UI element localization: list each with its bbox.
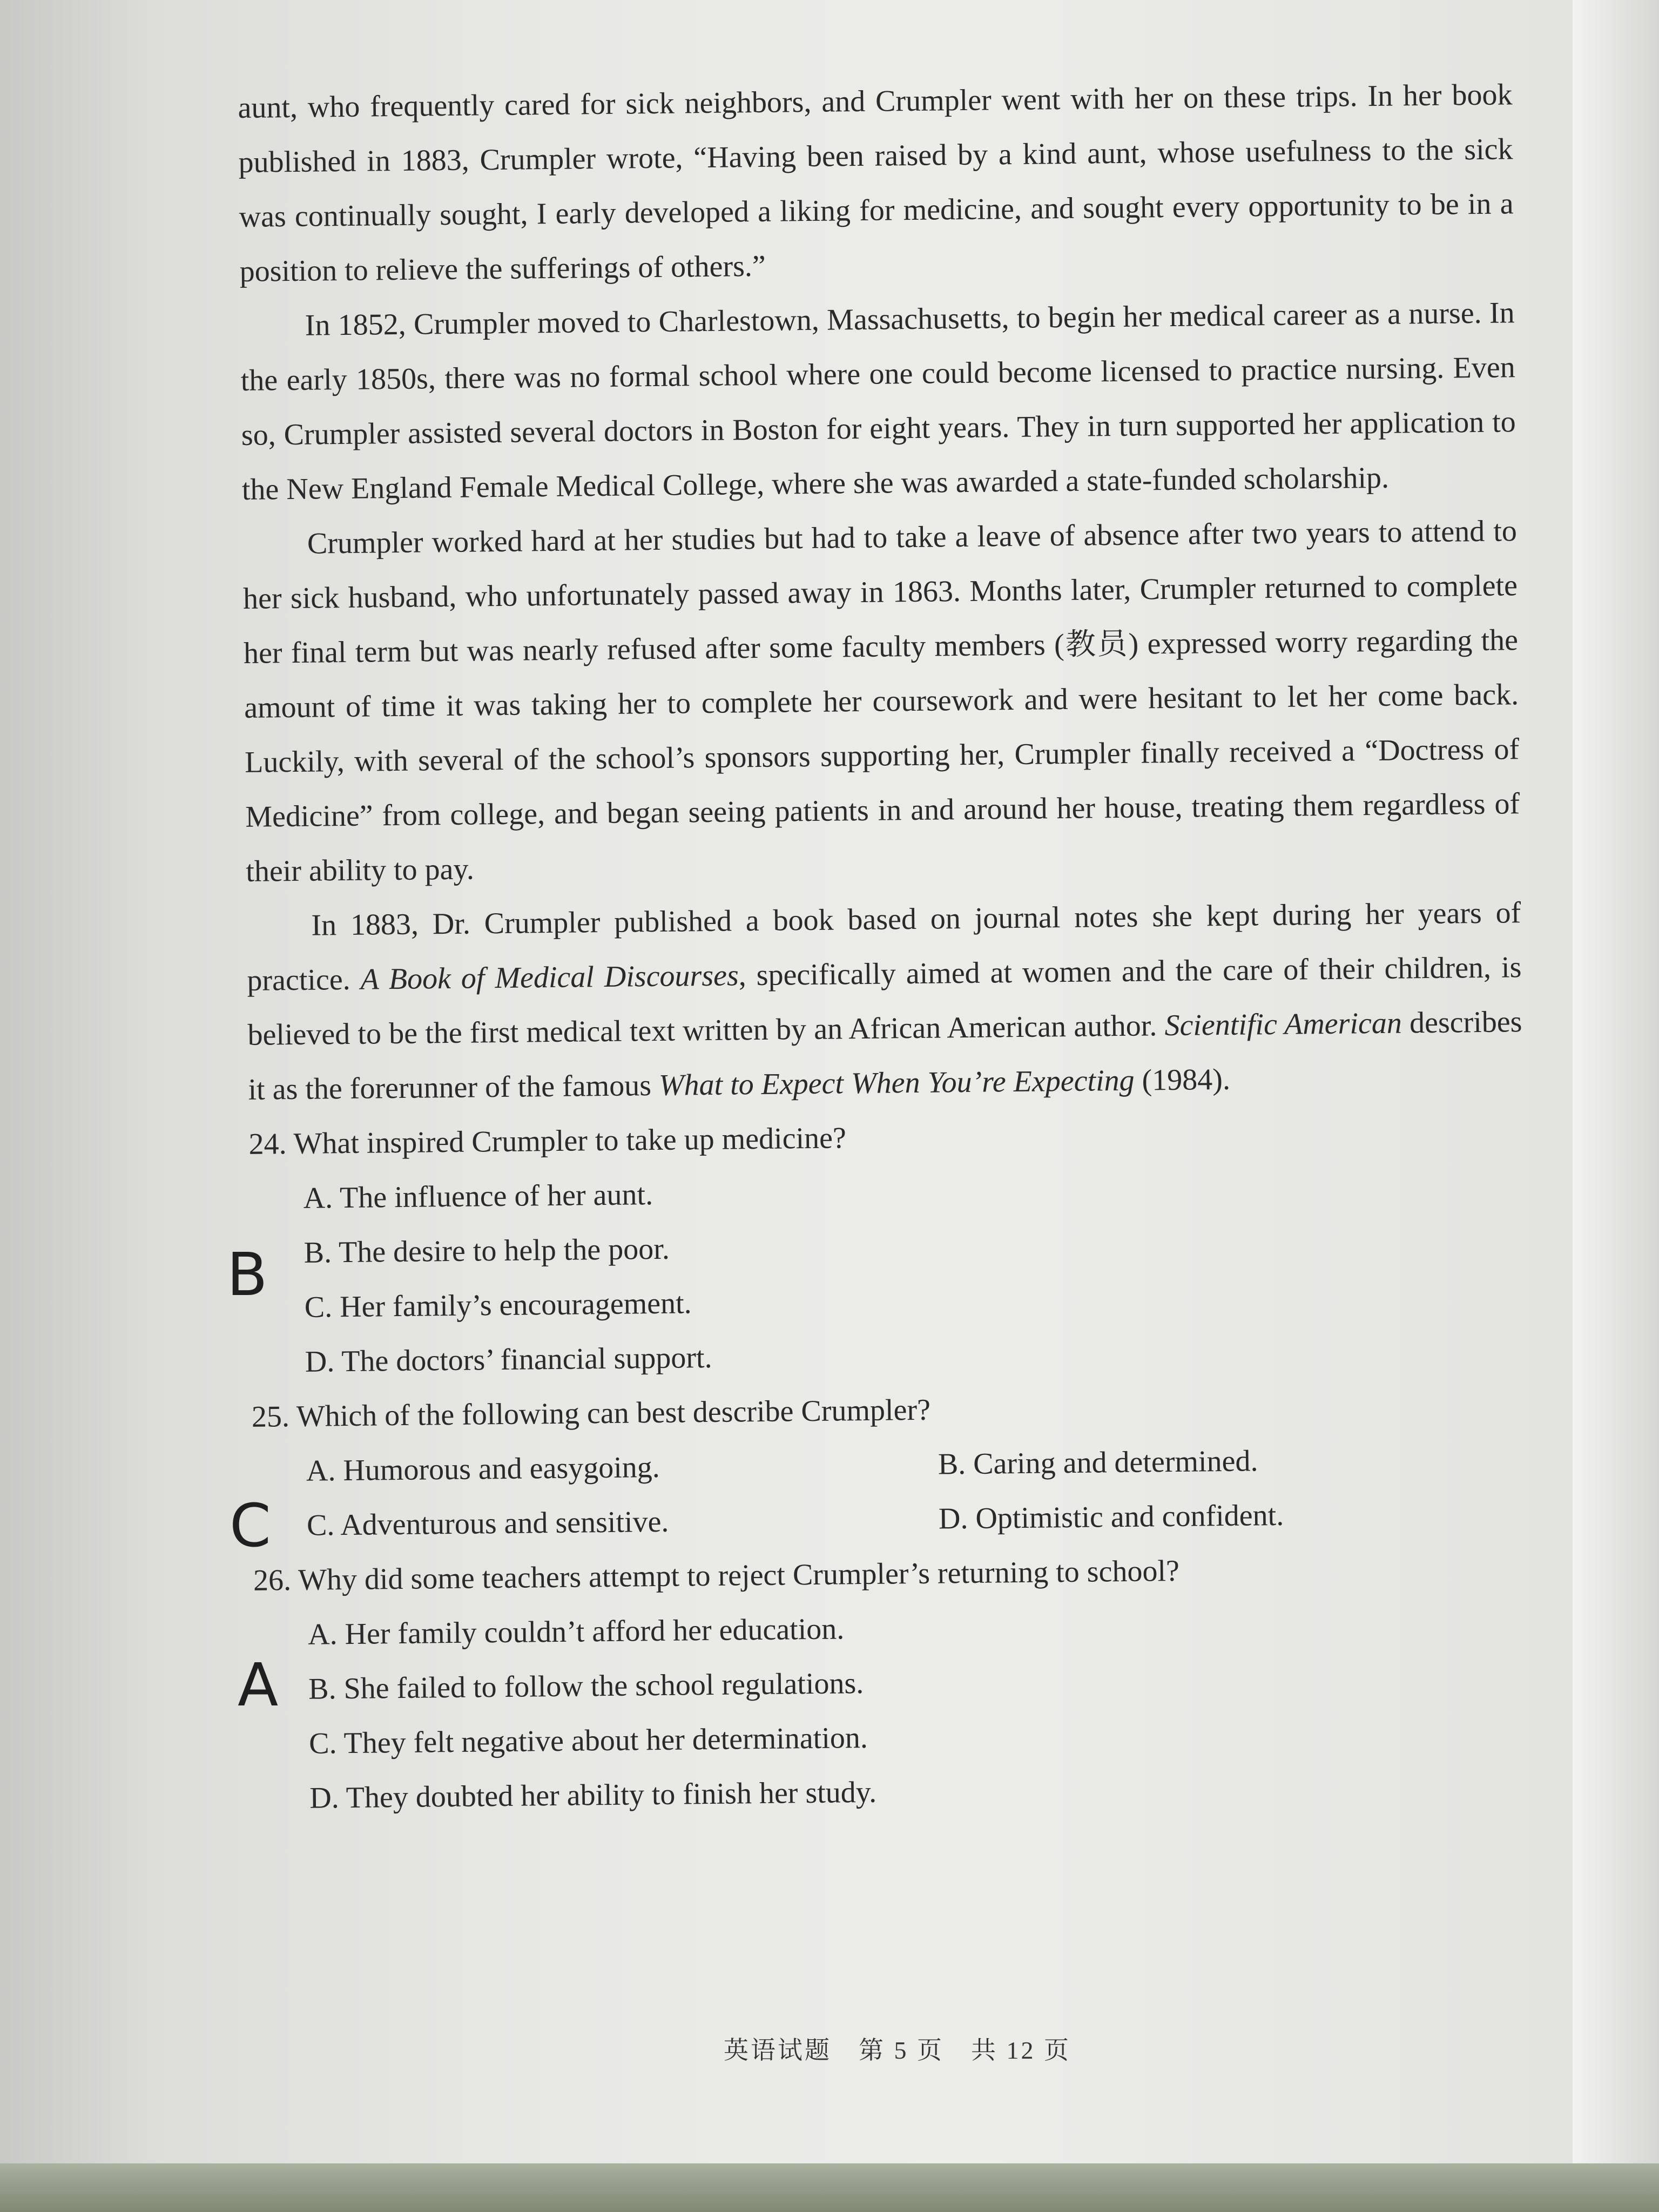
option-b: B. Caring and determined. [938,1444,1258,1481]
handwritten-answer-25: C [230,1491,271,1560]
question-26 [253,1540,1530,1826]
paragraph-4-lead: In 1883, Dr. Crumpler published a book based on journal notes she kept during her years of practice. [247,896,1521,997]
option-d: D. They doubted her ability to finish her study. [309,1775,877,1815]
paragraph-4-mid: , specifically aimed at women and the care of their children, is believed to be the first medical text written by an African American author. [247,950,1522,1052]
option-a: A. Humorous and easygoing. [306,1450,660,1488]
passage-paragraph-2: In 1852, Crumpler moved to Charlestown, Massachusetts, to begin her medical career as a nurse. In the early 1850s, there was no formal school where one could become licensed to practice nursing. Even so, Crumpler assisted several doctors in Boston for eight years. They in turn supported her application to the New England Female Medical College, where she was awarded a state-funded scholarship. [240,296,1516,507]
handwritten-answer-24: B [227,1240,268,1309]
option-c: C. Her family’s encouragement. [304,1286,692,1324]
table-surface [0,2163,1659,2212]
question-25 [251,1377,1527,1554]
option-d: D. Optimistic and confident. [938,1498,1284,1536]
option-c: C. Adventurous and sensitive. [306,1505,669,1542]
book-title: A Book of Medical Discourses [360,959,739,996]
option-d: D. The doctors’ financial support. [305,1340,712,1379]
handwritten-answer-26: A [238,1650,279,1719]
passage-paragraph-4 [246,886,1523,1117]
exam-content [238,68,1530,1826]
option-b: B. The desire to help the poor. [304,1232,670,1270]
paragraph-4-mid2: describes it as the forerunner of the famous [248,1005,1522,1107]
option-a: A. The influence of her aunt. [303,1178,653,1215]
magazine-title: Scientific American [1164,1006,1402,1043]
question-24 [248,1104,1526,1390]
page-shadow [0,0,162,2176]
page-footer: 英语试题 第 5 页 共 12 页 [724,2036,1071,2064]
question-stem: 26. Why did some teachers attempt to reject Crumpler’s returning to school? [253,1554,1180,1597]
passage-paragraph-3: Crumpler worked hard at her studies but had to take a leave of absence after two years to attend to her sick husband, who unfortunately passed away in 1863. Months later, Crumpler returned to complete her final term but was nearly refused after some faculty members (教员) expressed worry regarding the amount of time it was taking her to complete her coursework and were hesitant to let her come back. Luckily, with several of the school’s sponsors supporting her, Crumpler finally received a “Doctress of Medicine” from college, and began seeing patients in and around her house, treating them regardless of their ability to pay. [242,514,1520,888]
page-edge [1573,0,1659,2212]
option-b: B. She failed to follow the school regulations. [308,1667,864,1706]
famous-book-title: What to Expect When You’re Expecting [658,1063,1135,1102]
paragraph-4-tail: (1984). [1134,1062,1231,1097]
option-c: C. They felt negative about her determination. [308,1721,868,1761]
passage-paragraph-1: aunt, who frequently cared for sick neighbors, and Crumpler went with her on these trips. In her book published in 1883, Crumpler wrote, “Having been raised by a kind aunt, whose usefulness to the sick was continually sought, I early developed a liking for medicine, and sought every opportunity to be in a position to relieve the sufferings of others.” [238,78,1514,288]
option-a: A. Her family couldn’t afford her education. [307,1612,845,1651]
question-stem: 25. Which of the following can best describe Crumpler? [251,1393,931,1434]
question-stem: 24. What inspired Crumpler to take up medicine? [248,1121,847,1161]
